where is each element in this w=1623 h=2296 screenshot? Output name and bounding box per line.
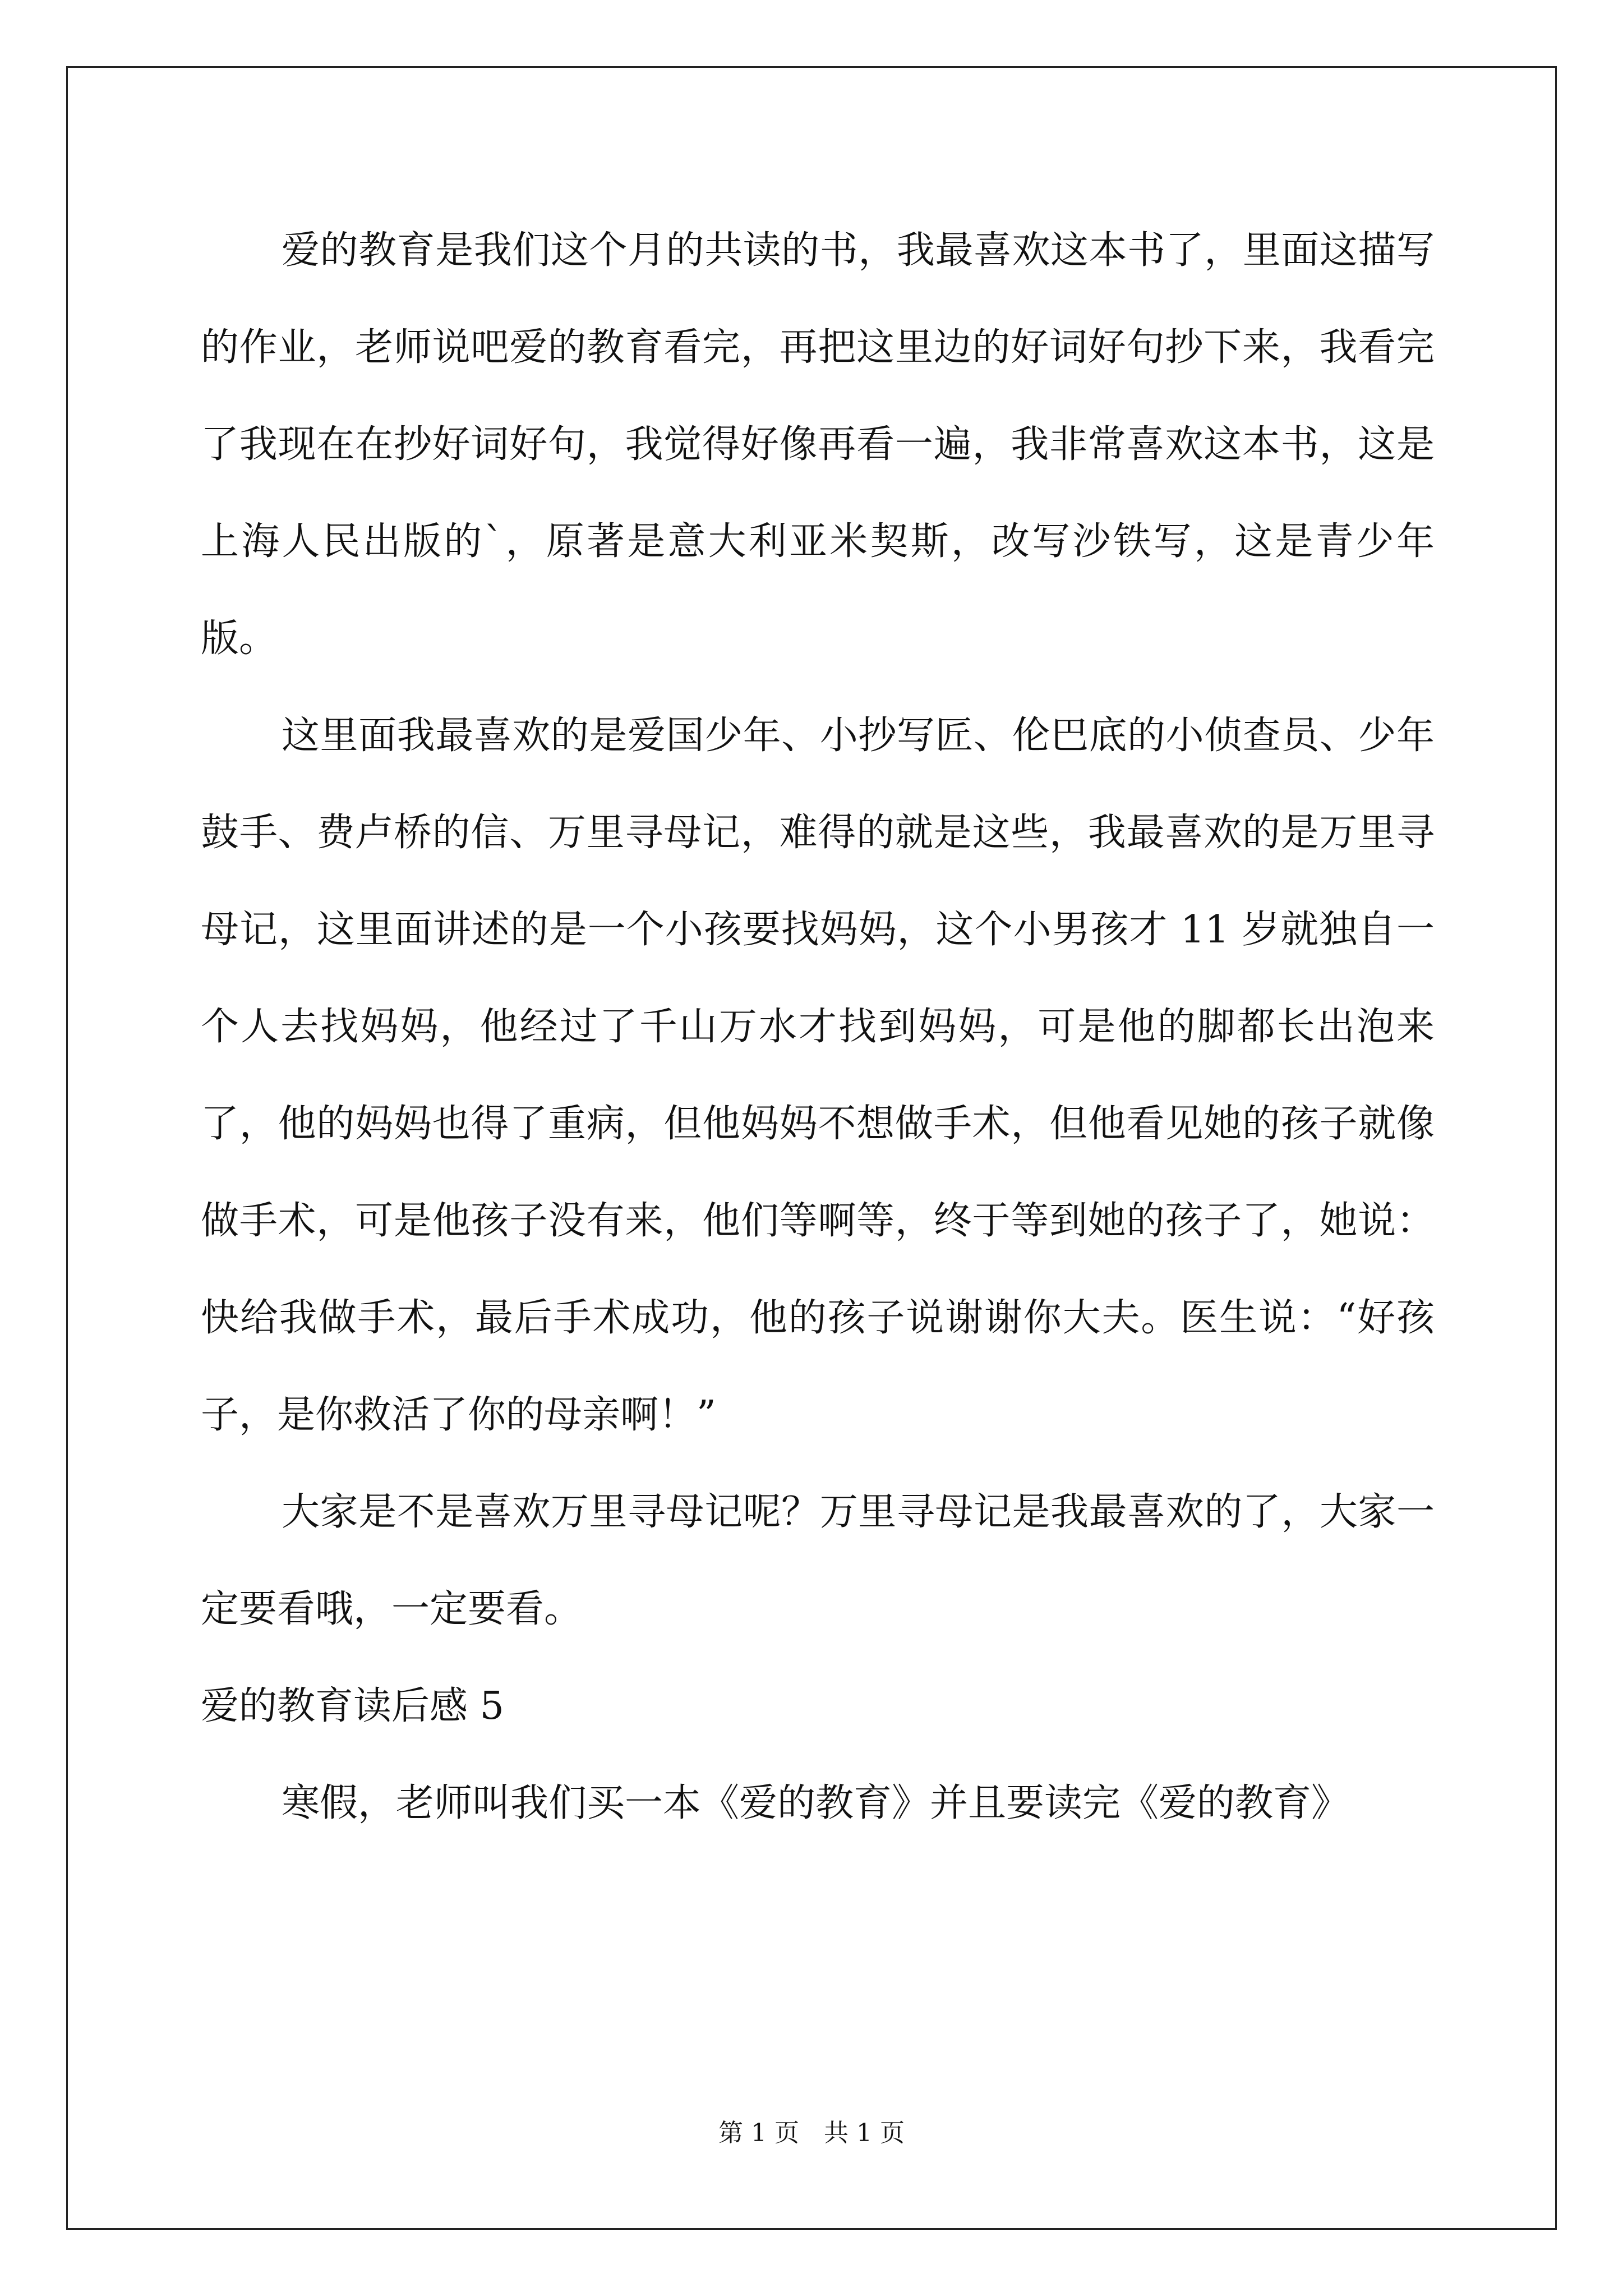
- page-total: 共 1 页: [824, 2119, 905, 2147]
- paragraph-3: 大家是不是喜欢万里寻母记呢？万里寻母记是我最喜欢的了，大家一定要看哦，一定要看。: [201, 1490, 1435, 1631]
- paragraph-1: 爱的教育是我们这个月的共读的书，我最喜欢这本书了，里面这描写的作业，老师说吧爱的教育看完，再把这里边的好词好句抄下来，我看完了我现在在抄好词好句，我觉得好像再看一遍，我非常喜欢这本书，这是上海人民出版的`，原著是意大利亚米契斯，改写沙铁写，这是青少年版。: [201, 228, 1435, 661]
- paragraph-2: 这里面我最喜欢的是爱国少年、小抄写匠、伦巴底的小侦查员、少年鼓手、费卢桥的信、万里寻母记，难得的就是这些，我最喜欢的是万里寻母记，这里面讲述的是一个小孩要找妈妈，这个小男孩才 11 岁就独自一个人去找妈妈，他经过了千山万水才找到妈妈，可是他的脚都长出泡来了，他的妈妈也得了重病，但他妈妈不想做手术，但他看见她的孩子就像做手术，可是他孩子没有来，他们等啊等，终于等到她的孩子了，她说：快给我做手术，最后手术成功，他的孩子说谢谢你大夫。医生说：“好孩子，是你救活了你的母亲啊！”: [201, 714, 1435, 1437]
- page-number: 第 1 页: [718, 2119, 799, 2147]
- document-body: [201, 202, 1435, 1852]
- page-footer: [0, 2116, 1623, 2150]
- section-heading: 爱的教育读后感 5: [201, 1684, 504, 1728]
- paragraph-4: 寒假，老师叫我们买一本《爱的教育》并且要读完《爱的教育》: [282, 1781, 1350, 1825]
